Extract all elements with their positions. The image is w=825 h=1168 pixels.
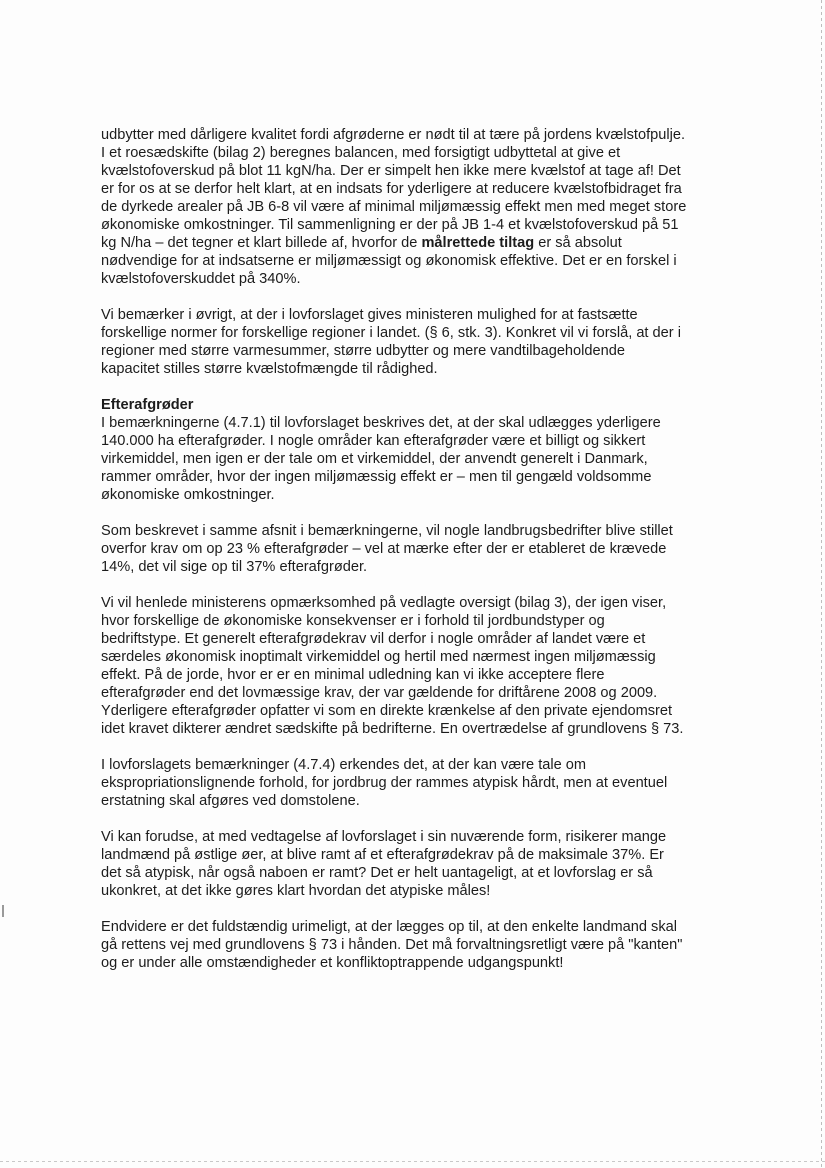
text-line: 140.000 ha efterafgrøder. I nogle områder kan efterafgrøder være et billigt og sikkert — [101, 433, 646, 449]
text-line: Vi vil henlede ministerens opmærksomhed på vedlagte oversigt (bilag 3), der igen viser, — [101, 595, 667, 611]
text-segment: kg N/ha – det tegner et klart billede af, hvorfor de — [101, 235, 422, 251]
text-line: Endvidere er det fuldstændig urimeligt, at der lægges op til, at den enkelte landmand skal — [101, 919, 677, 935]
text-line: bedriftstype. Et generelt efterafgrødekrav vil derfor i nogle områder af landet være et — [101, 631, 646, 647]
text-line: Yderligere efterafgrøder opfatter vi som en direkte krænkelse af den private ejendomsret — [101, 703, 673, 719]
text-line: de dyrkede arealer på JB 6-8 vil være af minimal miljømæssig effekt men med meget store — [101, 199, 687, 215]
text-line: erstatning skal afgøres ved domstolene. — [101, 793, 360, 809]
text-line: Vi kan forudse, at med vedtagelse af lovforslaget i sin nuværende form, risikerer mange — [101, 829, 667, 845]
paragraph-atypical — [101, 828, 751, 900]
paragraph-economic-consequences — [101, 594, 751, 738]
paragraph-unreasonable — [101, 918, 751, 972]
text-line: regioner med større varmesummer, større udbytter og mere vandtilbageholdende — [101, 343, 625, 359]
text-line: og er under alle omstændigheder et konfliktoptrappende udgangspunkt! — [101, 955, 564, 971]
text-line: I bemærkningerne (4.7.1) til lovforslaget beskrives det, at der skal udlægges yderligere — [101, 415, 661, 431]
text-line: hvor forskellige de økonomiske konsekvenser er i forhold til jordbundstyper og — [101, 613, 605, 629]
text-line: 14%, det vil sige op til 37% efterafgrøder. — [101, 559, 368, 575]
section-efterafgroeder — [101, 396, 751, 504]
bold-phrase: målrettede tiltag — [421, 235, 535, 251]
text-line: overfor krav om op 23 % efterafgrøder – vel at mærke efter der er etableret de krævede — [101, 541, 667, 557]
text-line: landmænd på østlige øer, at blive ramt af et efterafgrødekrav på de maksimale 37%. Er — [101, 847, 664, 863]
section-heading: Efterafgrøder — [101, 397, 194, 413]
scan-mark — [2, 905, 4, 917]
text-segment: er så absolut — [534, 235, 622, 251]
text-line: kapacitet stilles større kvælstofmængde til rådighed. — [101, 361, 438, 377]
text-line: virkemiddel, men igen er der tale om et virkemiddel, der anvendt generelt i Danmark, — [101, 451, 648, 467]
document-body — [101, 126, 751, 990]
paragraph-catch-crop-requirement — [101, 522, 751, 576]
text-line: I et roesædskifte (bilag 2) beregnes balancen, med forsigtigt udbyttetal at give et — [101, 145, 621, 161]
text-line: idet kravet dikterer ændret sædskifte på bedrifterne. En overtrædelse af grundlovens § 73. — [101, 721, 684, 737]
text-line: Vi bemærker i øvrigt, at der i lovforslaget gives ministeren mulighed for at fastsætte — [101, 307, 638, 323]
text-line: efterafgrøder end det lovmæssige krav, der var gældende for driftårene 2008 og 2009. — [101, 685, 658, 701]
text-line: nødvendige for at indsatserne er miljømæssigt og økonomisk effektive. Det er en forskel i — [101, 253, 677, 269]
text-line: det så atypisk, når også naboen er ramt? Det er helt uantageligt, at et lovforslag er så — [101, 865, 653, 881]
paragraph-expropriation — [101, 756, 751, 810]
text-line: effekt. På de jorde, hvor er er en minimal udledning kan vi ikke acceptere flere — [101, 667, 605, 683]
text-line: kvælstofoverskuddet på 340%. — [101, 271, 301, 287]
text-line: gå rettens vej med grundlovens § 73 i hånden. Det må forvaltningsretligt være på "kanten" — [101, 937, 683, 953]
text-line-with-emphasis — [101, 234, 751, 252]
text-line: forskellige normer for forskellige regioner i landet. (§ 6, stk. 3). Konkret vil vi forslå, at der i — [101, 325, 681, 341]
paragraph-nitrogen-balance — [101, 126, 751, 288]
text-line: kvælstofoverskud på blot 11 kgN/ha. Der er simpelt hen ikke mere kvælstof at tage af! Det — [101, 163, 681, 179]
paragraph-regional-norms — [101, 306, 751, 378]
text-line: rammer områder, hvor der ingen miljømæssig effekt er – men til gengæld voldsomme — [101, 469, 652, 485]
text-line: økonomiske omkostninger. Til sammenligning er der på JB 1-4 et kvælstofoverskud på 51 — [101, 217, 679, 233]
text-line: Som beskrevet i samme afsnit i bemærkningerne, vil nogle landbrugsbedrifter blive stillet — [101, 523, 673, 539]
scan-edge-right — [821, 0, 822, 1168]
text-line: ekspropriationslignende forhold, for jordbrug der rammes atypisk hårdt, men at eventuel — [101, 775, 668, 791]
text-line: I lovforslagets bemærkninger (4.7.4) erkendes det, at der kan være tale om — [101, 757, 587, 773]
text-line: særdeles økonomisk inoptimalt virkemiddel og hertil med nærmest ingen miljømæssig — [101, 649, 656, 665]
text-line: udbytter med dårligere kvalitet fordi afgrøderne er nødt til at tære på jordens kvælstofpulje. — [101, 127, 686, 143]
text-line: ukonkret, at det ikke gøres klart hvordan det atypiske måles! — [101, 883, 491, 899]
text-line: økonomiske omkostninger. — [101, 487, 275, 503]
text-line: er for os at se derfor helt klart, at en indsats for yderligere at reducere kvælstofbidraget fra — [101, 181, 682, 197]
scan-edge-bottom — [0, 1161, 825, 1162]
